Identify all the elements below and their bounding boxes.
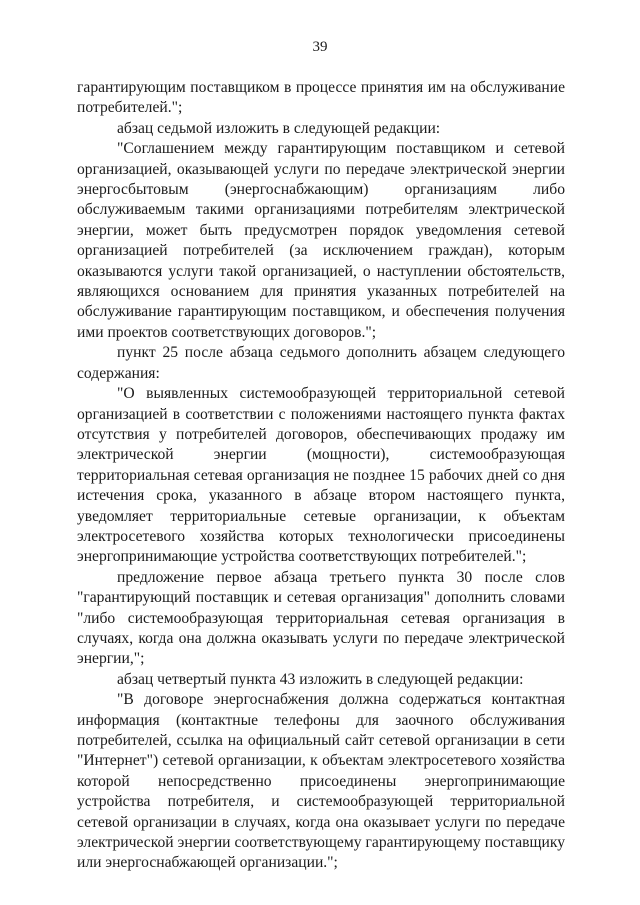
paragraph-instruction-3: предложение первое абзаца третьего пункта 30 после слов "гарантирующий поставщик и сетевая организация" дополнить словами "либо системообразующая территориальная сетевая организация в случаях, когда она должна оказывать услуги по передаче электрической энергии,";: [77, 568, 565, 668]
page-number: 39: [312, 39, 328, 55]
paragraph-quote-2: "О выявленных системообразующей территориальной сетевой организацией в соответствии с положениями настоящего пункта фактах отсутствия у потребителей договоров, обеспечивающих продажу им электрической энергии (мощности), системообразующая территориальная сетевая организация не позднее 15 рабочих дней со дня истечения срока, указанного в абзаце втором настоящего пункта, уведомляет территориальные сетевые организации, к объектам электросетевого хозяйства которых технологически присоединены энергопринимающие устройства соответствующих потребителей.";: [77, 385, 565, 566]
paragraph-continuation: гарантирующим поставщиком в процессе принятия им на обслуживание потребителей.";: [77, 79, 565, 117]
paragraph-instruction-2: пункт 25 после абзаца седьмого дополнить абзацем следующего содержания:: [77, 344, 565, 382]
paragraph-quote-1: "Соглашением между гарантирующим поставщиком и сетевой организацией, оказывающей услуги по передаче электрической энергии энергосбытовым (энергоснабжающим) организациям либо обслуживаемым такими организациями потребителям электрической энергии, может быть предусмотрен порядок уведомления сетевой организацией потребителей (за исключением граждан), которым оказываются услуги такой организацией, о наступлении обстоятельств, являющихся основанием для принятия указанных потребителей на обслуживание гарантирующим поставщиком, и обеспечения получения ими проектов соответствующих договоров.";: [77, 140, 565, 341]
paragraph-instruction-1: абзац седьмой изложить в следующей редакции:: [117, 119, 441, 137]
paragraph-instruction-4: абзац четвертый пункта 43 изложить в следующей редакции:: [117, 670, 524, 688]
paragraph-quote-3: "В договоре энергоснабжения должна содержаться контактная информация (контактные телефоны для заочного обслуживания потребителей, ссылка на официальный сайт сетевой организации в сети "Интернет") сетевой организации, к объектам электросетевого хозяйства которой непосредственно присоединены энергопринимающие устройства потребителя, и системообразующей территориальной сетевой организации в случаях, когда она оказывает услуги по передаче электрической энергии соответствующему гарантирующему поставщику или энергоснабжающей организации.";: [77, 691, 565, 872]
document-body: [77, 78, 565, 874]
